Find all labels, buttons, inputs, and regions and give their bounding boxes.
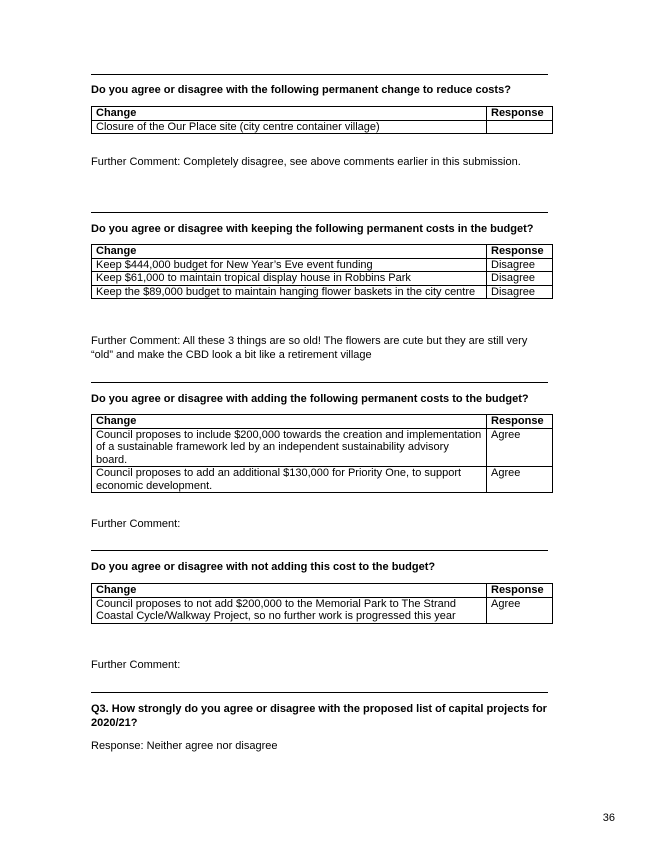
table-row xyxy=(92,272,553,286)
change-cell: Keep $61,000 to maintain tropical display house in Robbins Park xyxy=(92,272,487,286)
change-cell: Keep the $89,000 budget to maintain hanging flower baskets in the city centre xyxy=(92,285,487,299)
page-number: 36 xyxy=(602,812,615,824)
change-cell: Closure of the Our Place site (city centre container village) xyxy=(92,120,487,134)
question-heading: Do you agree or disagree with not adding this cost to the budget? xyxy=(91,561,436,573)
response-table xyxy=(91,583,553,624)
further-comment: Further Comment: xyxy=(91,518,181,530)
section-divider xyxy=(91,382,548,383)
table-row xyxy=(92,285,553,299)
table-header-row xyxy=(92,584,553,598)
section-divider xyxy=(91,692,548,693)
response-table xyxy=(91,106,553,134)
column-header-change: Change xyxy=(92,584,487,598)
section-divider xyxy=(91,212,548,213)
column-header-response: Response xyxy=(487,107,553,121)
further-comment: Further Comment: All these 3 things are so old! The flowers are cute but they are still very “old” and make the CBD look a bit like a retirement village xyxy=(91,335,528,361)
q3-heading: Q3. How strongly do you agree or disagree with the proposed list of capital projects for 2020/21? xyxy=(91,703,547,729)
table-header-row xyxy=(92,107,553,121)
response-cell: Agree xyxy=(487,597,553,623)
table-row xyxy=(92,258,553,272)
response-table xyxy=(91,244,553,299)
question-heading: Do you agree or disagree with keeping the following permanent costs in the budget? xyxy=(91,223,534,235)
column-header-change: Change xyxy=(92,245,487,259)
response-cell: Agree xyxy=(487,467,553,493)
change-cell: Council proposes to add an additional $130,000 for Priority One, to support economic development. xyxy=(92,467,487,493)
response-cell: Disagree xyxy=(487,272,553,286)
column-header-change: Change xyxy=(92,415,487,429)
table-row xyxy=(92,467,553,493)
table-row xyxy=(92,597,553,623)
table-header-row xyxy=(92,415,553,429)
change-cell: Council proposes to include $200,000 towards the creation and implementation of a sustainable framework led by an independent sustainability advisory board. xyxy=(92,428,487,467)
column-header-change: Change xyxy=(92,107,487,121)
q3-response: Response: Neither agree nor disagree xyxy=(91,740,278,752)
response-cell xyxy=(487,120,553,134)
section-divider xyxy=(91,74,548,75)
question-heading: Do you agree or disagree with the following permanent change to reduce costs? xyxy=(91,84,511,96)
question-heading: Do you agree or disagree with adding the following permanent costs to the budget? xyxy=(91,393,529,405)
response-cell: Disagree xyxy=(487,285,553,299)
section-divider xyxy=(91,550,548,551)
table-header-row xyxy=(92,245,553,259)
table-row xyxy=(92,428,553,467)
change-cell: Council proposes to not add $200,000 to the Memorial Park to The Strand Coastal Cycle/Walkway Project, so no further work is progressed this year xyxy=(92,597,487,623)
further-comment: Further Comment: xyxy=(91,659,181,671)
response-table xyxy=(91,414,553,493)
change-cell: Keep $444,000 budget for New Year’s Eve event funding xyxy=(92,258,487,272)
further-comment: Further Comment: Completely disagree, see above comments earlier in this submission. xyxy=(91,156,521,168)
response-cell: Agree xyxy=(487,428,553,467)
column-header-response: Response xyxy=(487,584,553,598)
column-header-response: Response xyxy=(487,245,553,259)
table-row xyxy=(92,120,553,134)
response-cell: Disagree xyxy=(487,258,553,272)
column-header-response: Response xyxy=(487,415,553,429)
